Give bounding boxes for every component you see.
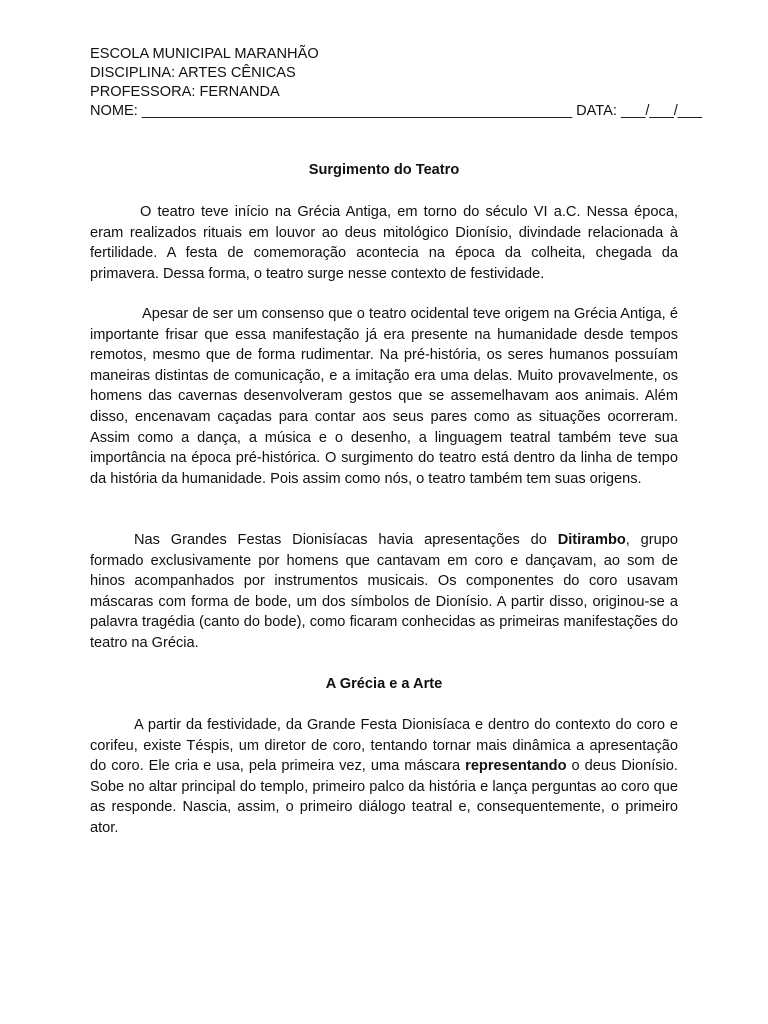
section-title-surgimento: Surgimento do Teatro [308, 162, 460, 178]
paragraph-4-text-start: A partir da festividade, da Grande Festa Dionisíaca e dentro do contexto do coro e corifeu, existe Téspis, um diretor de coro, tentando tornar mais dinâmica a apresentação do coro. Ele cria e usa, pela primeira vez, uma máscara [90, 717, 678, 775]
school-name: ESCOLA MUNICIPAL MARANHÃO [90, 46, 319, 62]
name-date-line: NOME: _____________________________________________________ DATA: ___/___/___ [90, 103, 703, 119]
representando-bold: representando [465, 758, 567, 775]
paragraph-3 [90, 530, 678, 654]
section-title-grecia-arte: A Grécia e a Arte [325, 676, 443, 692]
discipline-line: DISCIPLINA: ARTES CÊNICAS [90, 65, 296, 81]
paragraph-1-text: O teatro teve início na Grécia Antiga, em torno do século VI a.C. Nessa época, eram realizados rituais em louvor ao deus mitológico Dionísio, divindade relacionada à fertilidade. A festa de comemoração acontecia na época da colheita, chegada da primavera. Dessa forma, o teatro surge nesse contexto de festividade. [90, 204, 678, 282]
paragraph-1 [90, 202, 678, 284]
paragraph-2 [90, 304, 678, 489]
paragraph-3-text-start: Nas Grandes Festas Dionisíacas havia apresentações do [134, 532, 558, 548]
ditirambo-bold: Ditirambo [557, 532, 626, 548]
paragraph-4-text-end: o deus Dionísio. Sobe no altar principal do templo, primeiro palco da história e lança perguntas ao coro que as responde. Nascia, assim, o primeiro diálogo teatral e, consequentemente, o primeiro ator. [90, 758, 678, 836]
teacher-line: PROFESSORA: FERNANDA [90, 84, 280, 100]
document-header [90, 45, 703, 121]
paragraph-3-text-end: , grupo formado exclusivamente por homens que cantavam em coro e dançavam, ao som de hinos acompanhados por instrumentos musicais. Os componentes do coro usavam máscaras com forma de bode, um dos símbolos de Dionísio. A partir disso, originou-se a palavra tragédia (canto do bode), como ficaram conhecidas as primeiras manifestações do teatro na Grécia. [90, 532, 678, 651]
paragraph-2-text: Apesar de ser um consenso que o teatro ocidental teve origem na Grécia Antiga, é importante frisar que essa manifestação já era presente na humanidade desde tempos remotos, mesmo que de forma rudimentar. Na pré-história, os seres humanos possuíam maneiras distintas de comunicação, e a imitação era uma delas. Muito provavelmente, os homens das cavernas desenvolveram gestos que se assemelhavam aos animais. Além disso, encenavam caçadas para contar aos seus pares como as situações ocorreram. Assim como a dança, a música e o desenho, a linguagem teatral também teve sua importância na época pré-histórica. O surgimento do teatro está dentro da linha de tempo da história da humanidade. Pois assim como nós, o teatro também tem suas origens. [90, 306, 678, 487]
paragraph-4 [90, 715, 678, 839]
